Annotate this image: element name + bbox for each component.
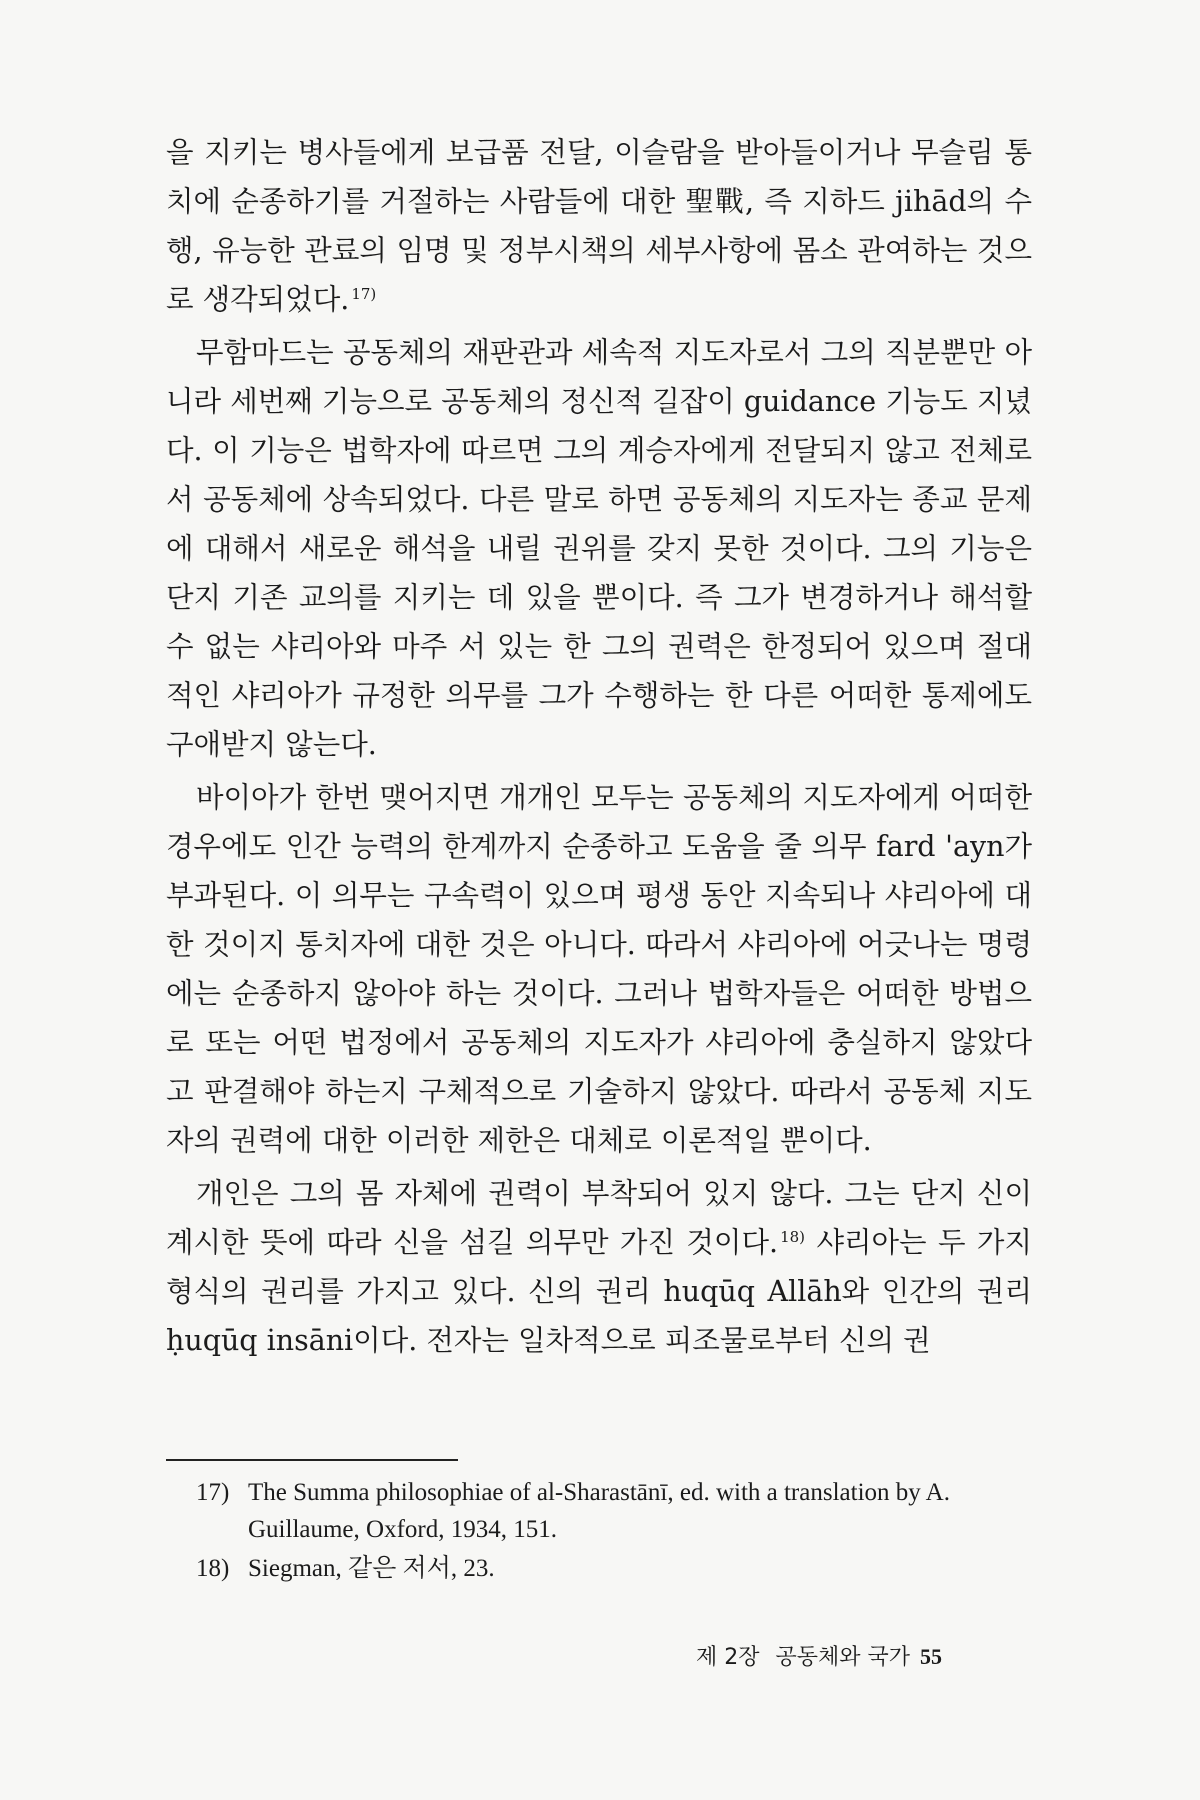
footnote-text: Siegman, 같은 저서, 23. [248, 1555, 495, 1582]
paragraph-4-text-a: 개인은 그의 몸 자체에 권력이 부착되어 있지 않다. 그는 단지 신이 계시한 뜻에 따라 신을 섬길 의무만 가진 것이다. [166, 1177, 1032, 1259]
chapter-label: 제 2장 [696, 1645, 760, 1670]
footnote-ref-18: 18) [780, 1227, 806, 1246]
paragraph-3: 바이아가 한번 맺어지면 개개인 모두는 공동체의 지도자에게 어떠한 경우에도 인간 능력의 한계까지 순종하고 도움을 줄 의무 fard 'ayn가 부과된다. 이 의무는 구속력이 있으며 평생 동안 지속되나 샤리아에 대한 것이지 통치자에 대한 것은 아니다. 따라서 샤리아에 어긋나는 명령에는 순종하지 않아야 하는 것이다. 그러나 법학자들은 어떠한 방법으로 또는 어떤 법정에서 공동체의 지도자가 샤리아에 충실하지 않았다고 판결해야 하는지 구체적으로 기술하지 않았다. 따라서 공동체 지도자의 권력에 대한 이러한 제한은 대체로 이론적일 뿐이다. [166, 781, 1032, 1157]
paragraph-1-text: 을 지키는 병사들에게 보급품 전달, 이슬람을 받아들이거나 무슬림 통치에 순종하기를 거절하는 사람들에 대한 聖戰, 즉 지하드 jihād의 수행, 유능한 관료의 임명 및 정부시책의 세부사항에 몸소 관여하는 것으로 생각되었다. [166, 136, 1032, 316]
footnote-ref-17: 17) [351, 284, 377, 303]
page-number: 55 [920, 1644, 943, 1669]
footnote-18 [196, 1550, 1032, 1587]
paragraph-1 [166, 128, 1032, 324]
footnote-divider [166, 1459, 458, 1461]
chapter-title: 공동체와 국가 [775, 1645, 911, 1670]
running-footer [696, 1640, 1036, 1671]
footnote-number: 17) [196, 1479, 230, 1506]
paragraph-4-text-b: 샤리아는 두 가지 형식의 권리를 가지고 있다. 신의 권리 huqūq Allāh와 인간의 권리 ḥuqūq insāni이다. 전자는 일차적으로 피조물로부터 신의 권 [166, 1226, 1032, 1357]
paragraph-4 [166, 1169, 1032, 1365]
main-text [166, 128, 1032, 1369]
footnote-number: 18) [196, 1555, 230, 1582]
footnotes [196, 1474, 1032, 1589]
footnote-17 [196, 1474, 1032, 1548]
paragraph-2: 무함마드는 공동체의 재판관과 세속적 지도자로서 그의 직분뿐만 아니라 세번째 기능으로 공동체의 정신적 길잡이 guidance 기능도 지녔다. 이 기능은 법학자에 따르면 그의 계승자에게 전달되지 않고 전체로서 공동체에 상속되었다. 다른 말로 하면 공동체의 지도자는 종교 문제에 대해서 새로운 해석을 내릴 권위를 갖지 못한 것이다. 그의 기능은 단지 기존 교의를 지키는 데 있을 뿐이다. 즉 그가 변경하거나 해석할 수 없는 샤리아와 마주 서 있는 한 그의 권력은 한정되어 있으며 절대적인 샤리아가 규정한 의무를 그가 수행하는 한 다른 어떠한 통제에도 구애받지 않는다. [166, 336, 1032, 761]
footnote-text: The Summa philosophiae of al-Sharastānī, ed. with a translation by A. Guillaume, Oxford, 1934, 151. [248, 1479, 950, 1543]
